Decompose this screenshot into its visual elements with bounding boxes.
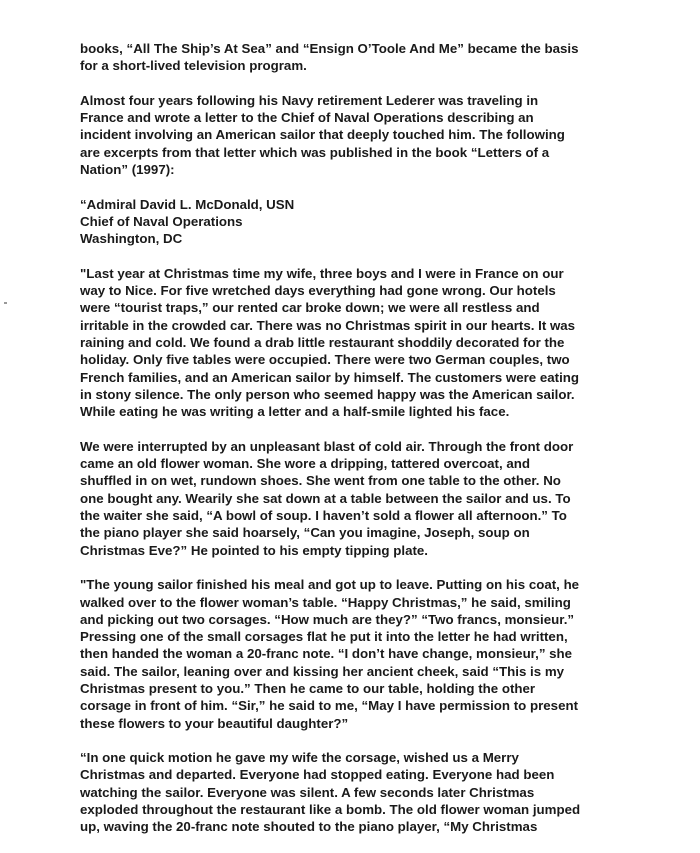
paragraph-letter-intro: Almost four years following his Navy retirement Lederer was traveling in France and wrote a letter to the Chief of Naval Operations describing an incident involving an American sailor that deeply touched him. The following are excerpts from that letter which was published in the book “Letters of a Nation” (1997):: [80, 92, 565, 178]
paragraph-restaurant: "Last year at Christmas time my wife, three boys and I were in France on our way to Nice. For five wretched days everything had gone wrong. Our hotels were “tourist traps,” our rented car broke down; we were all restless and irritable in the crowded car. There was no Christmas spirit in our hearts. It was raining and cold. We found a drab little restaurant shoddily decorated for the holiday. Only five tables were occupied. There were two German couples, two French families, and an American sailor by himself. The customers were eating in stony silence. The only person who seemed happy was the American sailor. While eating he was writing a letter and a half-smile lighted his face.: [80, 265, 580, 420]
document-body: [80, 40, 670, 853]
paragraph-tv-program: books, “All The Ship’s At Sea” and “Ensign O’Toole And Me” became the basis for a short-lived television program.: [80, 41, 579, 74]
paragraph-flower-woman: We were interrupted by an unpleasant blast of cold air. Through the front door came an old flower woman. She wore a dripping, tattered overcoat, and shuffled in on wet, rundown shoes. She went from one table to the other. No one bought any. Wearily she sat down at a table between the sailor and us. To the waiter she said, “A bowl of soup. I haven’t sold a flower all afternoon.” To the piano player she said hoarsely, “Can you imagine, Joseph, soup on Christmas Eve?” He pointed to his empty tipping plate.: [80, 438, 574, 558]
paragraph-sailor-corsages: "The young sailor finished his meal and got up to leave. Putting on his coat, he walked over to the flower woman’s table. “Happy Christmas,” he said, smiling and picking out two corsages. “How much are they?” “Two francs, monsieur.” Pressing one of the small corsages flat he put it into the letter he had written, then handed the woman a 20-franc note. “I don’t have change, monsieur,” she said. The sailor, leaning over and kissing her ancient cheek, said “This is my Christmas present to you.” Then he came to our table, holding the other corsage in front of him. “Sir,” he said to me, “May I have permission to present these flowers to your beautiful daughter?”: [80, 577, 580, 731]
letter-address-block: “Admiral David L. McDonald, USN Chief of Naval Operations Washington, DC: [80, 196, 295, 247]
paragraph-merry-christmas: “In one quick motion he gave my wife the corsage, wished us a Merry Christmas and departed. Everyone had stopped eating. Everyone had been watching the sailor. Everyone was silent. A few seconds later Christmas exploded throughout the restaurant like a bomb. The old flower woman jumped up, waving the 20-franc note shouted to the piano player, “My Christmas: [80, 750, 581, 835]
scan-mark: [4, 302, 7, 304]
